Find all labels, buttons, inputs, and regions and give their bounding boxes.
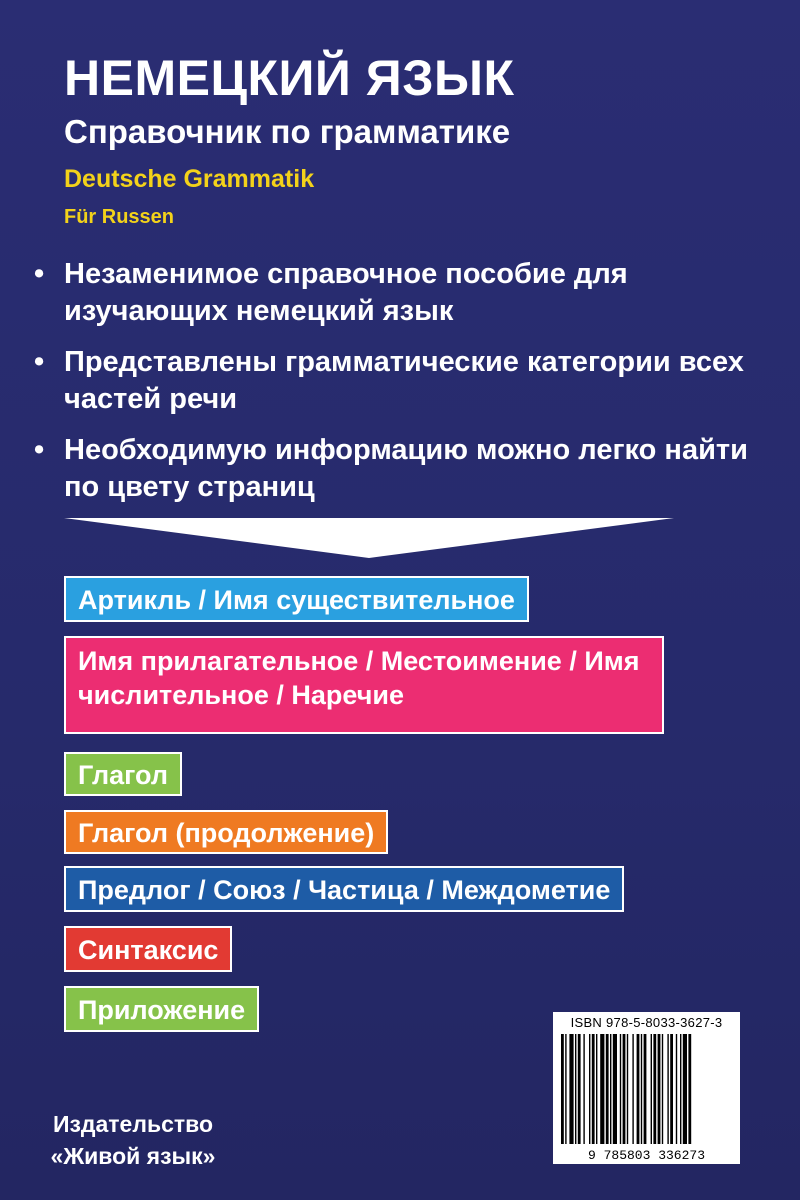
barcode-bar [688,1034,691,1144]
barcode-bar [578,1034,581,1144]
barcode-bar [623,1034,626,1144]
section-tag-syntax: Синтаксис [64,926,232,972]
feature-item [30,344,770,418]
barcode-bar [575,1034,576,1144]
barcode-bar [667,1034,668,1144]
publisher-name: «Живой язык» [50,1143,216,1169]
german-title: Deutsche Grammatik [64,165,315,193]
feature-item [30,432,770,506]
book-title: НЕМЕЦКИЙ ЯЗЫК [64,50,515,106]
section-tag-appendix: Приложение [64,986,259,1032]
barcode-bar [627,1034,628,1144]
down-arrow-icon [64,518,674,558]
feature-text: Необходимую информацию можно легко найти по цвету страниц [64,434,748,503]
barcode-bar [565,1034,566,1144]
barcode-bar [583,1034,584,1144]
barcode-bar [641,1034,642,1144]
barcode-bar [613,1034,617,1144]
section-tag-preposition-conjunction: Предлог / Союз / Частица / Междометие [64,866,624,912]
publisher [28,1108,238,1172]
bullet-icon: • [34,258,45,290]
barcode-bar [670,1034,673,1144]
barcode-number: 9 785803 336273 [587,1148,706,1163]
feature-text: Представлены грамматические категории всех частей речи [64,346,744,415]
feature-text: Незаменимое справочное пособие для изучающих немецкий язык [64,258,628,327]
barcode-bar [596,1034,597,1144]
barcode-bar [632,1034,633,1144]
isbn-text: ISBN 978-5-8033-3627-3 [570,1015,723,1030]
barcode-bar [600,1034,604,1144]
isbn-barcode [553,1012,740,1164]
barcode-bar [589,1034,590,1144]
barcode-bar [620,1034,621,1144]
barcode-bar [680,1034,681,1144]
barcode-bar [662,1034,663,1144]
barcode-bar [561,1034,564,1144]
feature-list [30,256,770,520]
barcode-bars [559,1034,734,1144]
book-subtitle: Справочник по грамматике [64,113,511,150]
barcode-bar [683,1034,687,1144]
barcode-bar [651,1034,652,1144]
barcode-bar [592,1034,595,1144]
barcode-bar [569,1034,573,1144]
publisher-label: Издательство [52,1111,214,1137]
section-tag-article-noun: Артикль / Имя существительное [64,576,529,622]
barcode-bar [610,1034,611,1144]
barcode-bar [644,1034,647,1144]
section-tag-verb: Глагол [64,752,182,796]
section-tag-verb-continued: Глагол (продолжение) [64,810,388,854]
barcode-bar [653,1034,656,1144]
feature-item [30,256,770,330]
section-tag-adjective-pronoun: Имя прилагательное / Местоимение / Имя числительное / Наречие [64,636,664,734]
bullet-icon: • [34,434,45,466]
barcode-bar [676,1034,677,1144]
barcode-bar [658,1034,661,1144]
bullet-icon: • [34,346,45,378]
barcode-bar [637,1034,640,1144]
barcode-bar [606,1034,609,1144]
german-subtitle: Für Russen [64,206,175,228]
